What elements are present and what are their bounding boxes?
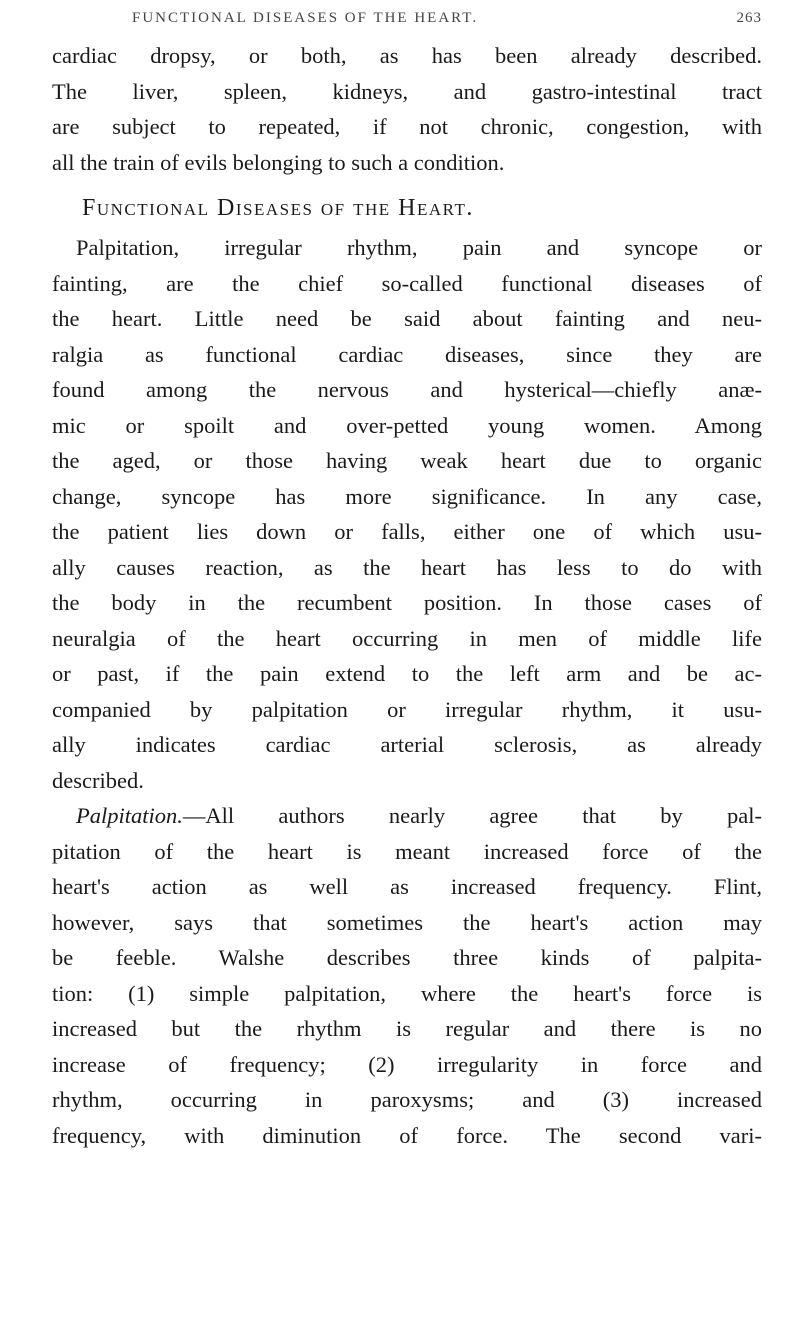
text-line: pitation of the heart is meant increased force of the xyxy=(52,838,762,864)
text-line xyxy=(52,798,762,834)
text-line: the body in the recumbent position. In those cases of xyxy=(52,590,762,615)
intro-paragraph xyxy=(52,38,762,180)
text-line: described. xyxy=(52,767,144,793)
text-line: ally causes reaction, as the heart has less to do with xyxy=(52,554,762,580)
text-line: companied by palpitation or irregular rhythm, it usu- xyxy=(52,696,762,722)
running-head xyxy=(52,8,762,38)
text-line: ally indicates cardiac arterial sclerosis, as already xyxy=(52,732,762,757)
text-line: the patient lies down or falls, either one of which usu- xyxy=(52,519,762,544)
text-line: found among the nervous and hysterical—chiefly anæ- xyxy=(52,377,762,402)
text-line: mic or spoilt and over-petted young women. Among xyxy=(52,412,762,438)
text-line: be feeble. Walshe describes three kinds of palpita- xyxy=(52,945,762,970)
text-line: increase of frequency; (2) irregularity in force and xyxy=(52,1051,762,1077)
text-line: ralgia as functional cardiac diseases, since they are xyxy=(52,341,762,367)
section-heading: Functional Diseases of the Heart. xyxy=(82,195,474,221)
paragraph-syncope xyxy=(52,230,762,798)
running-head-title: FUNCTIONAL DISEASES OF THE HEART. xyxy=(132,10,479,26)
text-line: Palpitation, irregular rhythm, pain and syncope or xyxy=(76,235,762,260)
text-line: the aged, or those having weak heart due to organic xyxy=(52,448,762,473)
text-line: heart's action as well as increased frequency. Flint, xyxy=(52,874,762,899)
text-line: or past, if the pain extend to the left arm and be ac- xyxy=(52,661,762,686)
text-line: rhythm, occurring in paroxysms; and (3) increased xyxy=(52,1087,762,1112)
text-line: neuralgia of the heart occurring in men of middle life xyxy=(52,625,762,651)
text-line: are subject to repeated, if not chronic, congestion, with xyxy=(52,114,762,139)
text-line: tion: (1) simple palpitation, where the heart's force is xyxy=(52,980,762,1006)
paragraph-palpitation xyxy=(52,798,762,1153)
text-line: cardiac dropsy, or both, as has been already described. xyxy=(52,43,762,68)
text-line: however, says that sometimes the heart's action may xyxy=(52,909,762,935)
text-line-rest: —All authors nearly agree that by pal- xyxy=(182,803,762,828)
text-line: fainting, are the chief so-called functional diseases of xyxy=(52,270,762,296)
text-line: all the train of evils belonging to such a condition. xyxy=(52,149,505,175)
text-line: the heart. Little need be said about fainting and neu- xyxy=(52,306,762,331)
text-line: increased but the rhythm is regular and there is no xyxy=(52,1016,762,1041)
run-in-heading: Palpitation. xyxy=(76,803,183,828)
text-line: change, syncope has more significance. In any case, xyxy=(52,483,762,509)
book-page xyxy=(52,8,762,1153)
text-line: The liver, spleen, kidneys, and gastro-intestinal tract xyxy=(52,78,762,104)
page-number: 263 xyxy=(736,10,762,26)
text-line: frequency, with diminution of force. The second vari- xyxy=(52,1122,762,1148)
